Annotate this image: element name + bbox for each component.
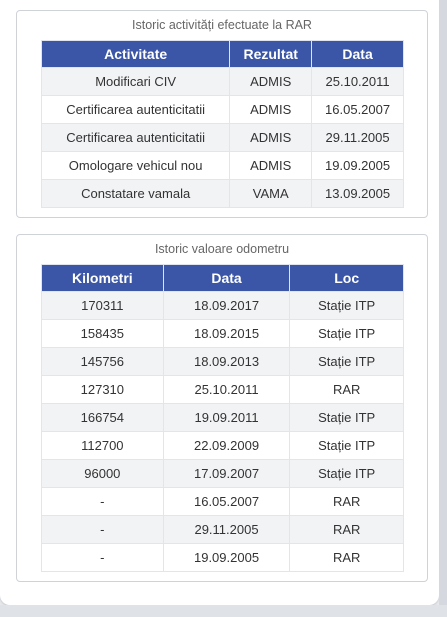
activity-cell: Certificarea autenticitatii [42,96,230,124]
location-cell: RAR [290,544,404,572]
km-cell: - [42,544,164,572]
date-cell: 19.09.2011 [163,404,290,432]
date-cell: 16.05.2007 [163,488,290,516]
location-cell: Stație ITP [290,320,404,348]
table-row [42,432,404,460]
location-cell: Stație ITP [290,460,404,488]
result-cell: ADMIS [230,68,312,96]
table-row [42,96,404,124]
rar-history-header-row [42,41,404,68]
km-cell: 96000 [42,460,164,488]
table-row [42,544,404,572]
odometer-history-panel [16,234,428,582]
column-header-activitate: Activitate [42,41,230,68]
page-bottom-edge [0,605,447,617]
table-row [42,180,404,208]
column-header-data: Data [163,265,290,292]
column-header-data: Data [312,41,404,68]
table-row [42,404,404,432]
table-row [42,320,404,348]
rar-history-table [41,40,404,208]
scrollbar-track[interactable] [439,0,447,617]
date-cell: 17.09.2007 [163,460,290,488]
odometer-history-title: Istoric valoare odometru [154,242,290,256]
activity-cell: Certificarea autenticitatii [42,124,230,152]
km-cell: 166754 [42,404,164,432]
date-cell: 18.09.2013 [163,348,290,376]
date-cell: 13.09.2005 [312,180,404,208]
odometer-header-row [42,265,404,292]
rar-history-panel [16,10,428,218]
table-row [42,516,404,544]
km-cell: 158435 [42,320,164,348]
date-cell: 18.09.2015 [163,320,290,348]
km-cell: 170311 [42,292,164,320]
location-cell: Stație ITP [290,404,404,432]
table-row [42,488,404,516]
activity-cell: Omologare vehicul nou [42,152,230,180]
date-cell: 19.09.2005 [312,152,404,180]
rar-history-title: Istoric activități efectuate la RAR [132,18,312,32]
km-cell: 112700 [42,432,164,460]
km-cell: - [42,488,164,516]
table-row [42,460,404,488]
date-cell: 19.09.2005 [163,544,290,572]
date-cell: 25.10.2011 [163,376,290,404]
column-header-rezultat: Rezultat [230,41,312,68]
table-row [42,292,404,320]
result-cell: ADMIS [230,96,312,124]
date-cell: 22.09.2009 [163,432,290,460]
column-header-kilometri: Kilometri [42,265,164,292]
location-cell: Stație ITP [290,292,404,320]
location-cell: Stație ITP [290,432,404,460]
table-row [42,124,404,152]
km-cell: 145756 [42,348,164,376]
activity-cell: Modificari CIV [42,68,230,96]
activity-cell: Constatare vamala [42,180,230,208]
table-row [42,152,404,180]
odometer-history-table [41,264,404,572]
table-row [42,68,404,96]
date-cell: 16.05.2007 [312,96,404,124]
km-cell: 127310 [42,376,164,404]
location-cell: Stație ITP [290,348,404,376]
location-cell: RAR [290,516,404,544]
date-cell: 29.11.2005 [163,516,290,544]
date-cell: 25.10.2011 [312,68,404,96]
km-cell: - [42,516,164,544]
table-row [42,376,404,404]
location-cell: RAR [290,488,404,516]
location-cell: RAR [290,376,404,404]
result-cell: VAMA [230,180,312,208]
result-cell: ADMIS [230,152,312,180]
column-header-loc: Loc [290,265,404,292]
date-cell: 18.09.2017 [163,292,290,320]
result-cell: ADMIS [230,124,312,152]
date-cell: 29.11.2005 [312,124,404,152]
table-row [42,348,404,376]
